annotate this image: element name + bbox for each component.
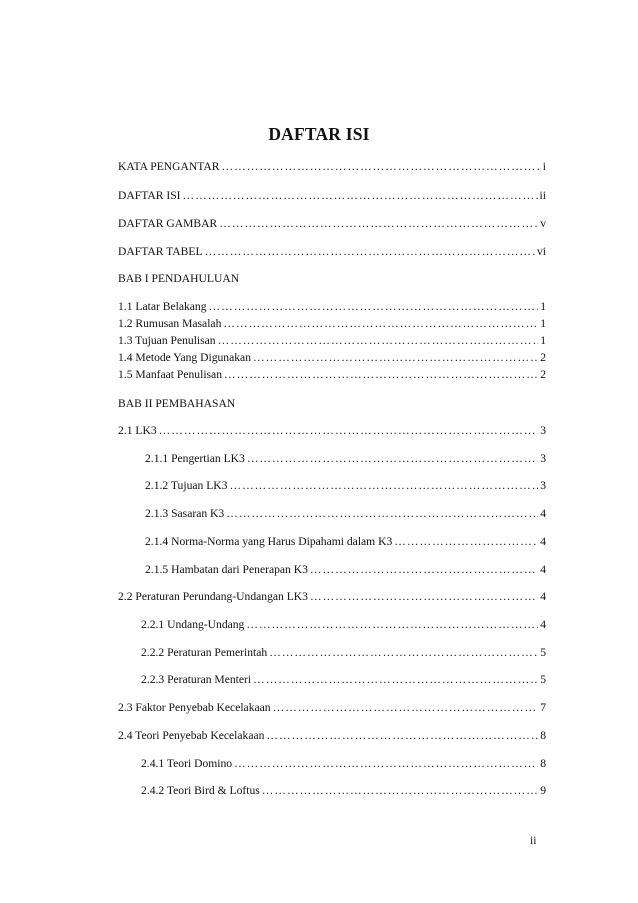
toc-entry-label: 2.1.2 Tujuan LK3: [145, 479, 228, 492]
toc-entry-2-1-1[interactable]: [145, 452, 546, 468]
footer-page-number: ii: [530, 834, 537, 847]
toc-page-number: i: [542, 160, 546, 173]
leader-dots: [218, 334, 539, 347]
toc-page-number: 4: [540, 618, 546, 631]
toc-entry-daftar-tabel[interactable]: [118, 245, 546, 261]
leader-dots: [310, 563, 538, 576]
toc-entry-label: 2.2.3 Peraturan Menteri: [141, 673, 252, 686]
leader-dots: [273, 701, 539, 714]
toc-entry-1-2[interactable]: [118, 317, 546, 333]
toc-entry-2-2-3[interactable]: [141, 673, 546, 689]
chapter-heading-bab-2: BAB II PEMBAHASAN: [118, 397, 236, 410]
chapter-heading-bab-1: BAB I PENDAHULUAN: [118, 272, 240, 285]
leader-dots: [247, 452, 538, 465]
leader-dots: [205, 245, 535, 258]
toc-entry-1-1[interactable]: [118, 300, 546, 316]
toc-entry-label: 2.4.1 Teori Domino: [141, 757, 233, 770]
toc-entry-label: 2.4.2 Teori Bird & Loftus: [141, 784, 260, 797]
toc-page-number: 4: [540, 563, 546, 576]
toc-entry-label: 2.2 Peraturan Perundang-Undangan LK3: [118, 590, 308, 603]
toc-entry-daftar-gambar[interactable]: [118, 217, 546, 233]
page-title: DAFTAR ISI: [268, 124, 370, 144]
toc-page-number: 5: [540, 646, 546, 659]
toc-entry-label: 2.1.4 Norma-Norma yang Harus Dipahami dalam K3: [145, 535, 393, 548]
leader-dots: [253, 351, 538, 364]
toc-page-number: 4: [540, 590, 546, 603]
toc-entry-label: KATA PENGANTAR: [118, 160, 220, 173]
leader-dots: [246, 618, 538, 631]
toc-entry-label: 2.4 Teori Penyebab Kecelakaan: [118, 729, 265, 742]
toc-page-number: 3: [540, 479, 546, 492]
toc-entry-label: 2.1.5 Hambatan dari Penerapan K3: [145, 563, 308, 576]
leader-dots: [253, 673, 538, 686]
leader-dots: [266, 729, 538, 742]
toc-entry-2-1[interactable]: [118, 424, 546, 440]
toc-entry-label: DAFTAR GAMBAR: [118, 217, 218, 230]
toc-page-number: 3: [540, 452, 546, 465]
toc-page-number: 8: [540, 729, 546, 742]
toc-entry-2-2-2[interactable]: [141, 646, 546, 662]
toc-page-number: 4: [540, 507, 546, 520]
toc-page-number: 2: [540, 368, 546, 381]
toc-page-number: 8: [540, 757, 546, 770]
toc-page-number: 9: [540, 784, 546, 797]
toc-page-number: 1: [540, 300, 546, 313]
toc-entry-label: 2.1.3 Sasaran K3: [145, 507, 225, 520]
leader-dots: [310, 590, 538, 603]
leader-dots: [226, 507, 538, 520]
toc-entry-2-1-5[interactable]: [145, 563, 546, 579]
toc-page-number: 7: [540, 701, 546, 714]
toc-entry-2-1-4[interactable]: [145, 535, 546, 551]
leader-dots: [394, 535, 538, 548]
leader-dots: [159, 424, 539, 437]
toc-page-number: 1: [540, 334, 546, 347]
toc-page-number: 3: [540, 424, 546, 437]
leader-dots: [224, 368, 538, 381]
toc-page-number: 2: [540, 351, 546, 364]
toc-entry-2-4[interactable]: [118, 729, 546, 745]
toc-entry-label: 1.3 Tujuan Penulisan: [118, 334, 216, 347]
leader-dots: [234, 757, 538, 770]
toc-page-number: 5: [540, 673, 546, 686]
toc-page-number: vi: [536, 245, 546, 258]
toc-entry-1-5[interactable]: [118, 368, 546, 384]
toc-entry-label: 2.2.1 Undang-Undang: [141, 618, 245, 631]
toc-entry-2-3[interactable]: [118, 701, 546, 717]
toc-entry-label: 2.1.1 Pengertian LK3: [145, 452, 245, 465]
toc-page-number: ii: [539, 189, 546, 202]
toc-entry-2-4-1[interactable]: [141, 757, 546, 773]
toc-entry-1-4[interactable]: [118, 351, 546, 367]
leader-dots: [223, 317, 538, 330]
toc-entry-2-4-2[interactable]: [141, 784, 546, 800]
toc-entry-daftar-isi[interactable]: [118, 189, 546, 205]
toc-entry-label: 2.3 Faktor Penyebab Kecelakaan: [118, 701, 271, 714]
toc-entry-label: DAFTAR ISI: [118, 189, 181, 202]
leader-dots: [219, 217, 538, 230]
toc-entry-label: 2.1 LK3: [118, 424, 157, 437]
toc-entry-2-2-1[interactable]: [141, 618, 546, 634]
toc-entry-2-1-3[interactable]: [145, 507, 546, 523]
toc-entry-2-1-2[interactable]: [145, 479, 546, 495]
leader-dots: [209, 300, 539, 313]
leader-dots: [262, 784, 538, 797]
leader-dots: [229, 479, 538, 492]
toc-entry-label: 1.5 Manfaat Penulisan: [118, 368, 222, 381]
toc-page-number: v: [540, 217, 546, 230]
toc-entry-label: 2.2.2 Peraturan Pemerintah: [141, 646, 268, 659]
toc-entry-label: 1.1 Latar Belakang: [118, 300, 207, 313]
toc-page-number: 1: [540, 317, 546, 330]
toc-entry-label: 1.4 Metode Yang Digunakan: [118, 351, 251, 364]
toc-entry-label: 1.2 Rumusan Masalah: [118, 317, 222, 330]
leader-dots: [183, 189, 538, 202]
toc-page-number: 4: [540, 535, 546, 548]
toc-entry-label: DAFTAR TABEL: [118, 245, 203, 258]
leader-dots: [269, 646, 538, 659]
toc-entry-kata-pengantar[interactable]: [118, 160, 546, 176]
toc-entry-2-2[interactable]: [118, 590, 546, 606]
toc-entry-1-3[interactable]: [118, 334, 546, 350]
leader-dots: [222, 160, 541, 173]
